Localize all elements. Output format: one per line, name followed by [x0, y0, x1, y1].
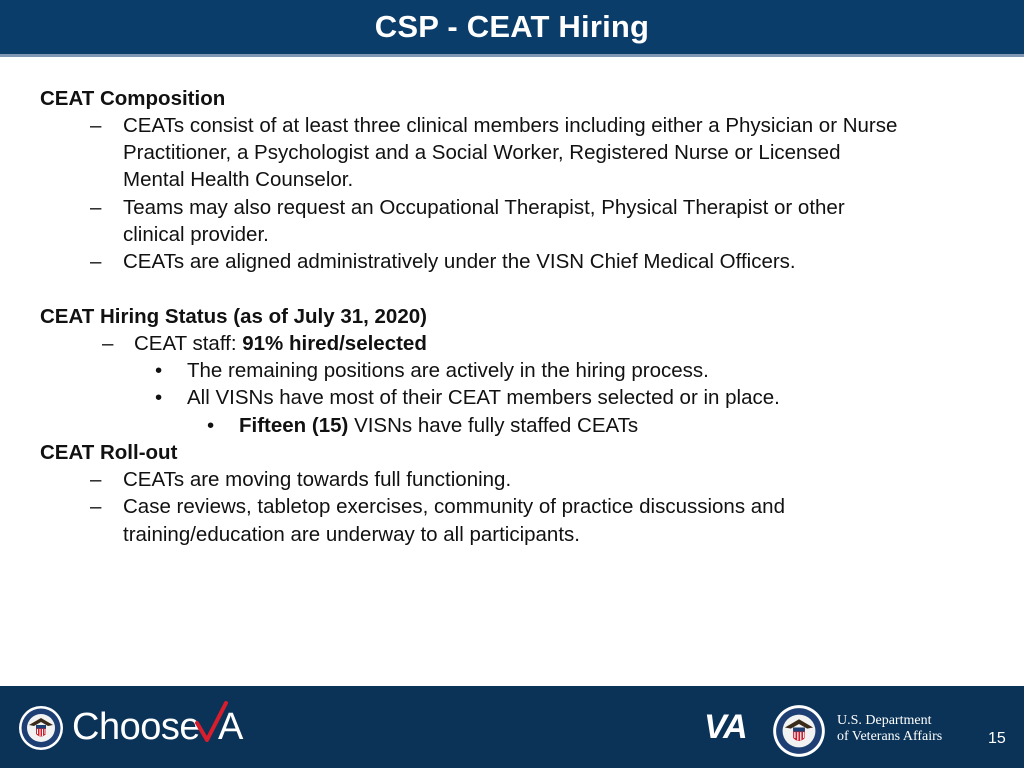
- dash-marker: –: [90, 495, 102, 518]
- hiring-sub-1: The remaining positions are actively in the hiring process.: [187, 359, 709, 382]
- bullet-marker: •: [207, 414, 215, 437]
- slide-title: CSP - CEAT Hiring: [374, 9, 650, 44]
- hiring-sub-sub: [239, 412, 638, 439]
- composition-bullet-1-line-2: Practitioner, a Psychologist and a Social Worker, Registered Nurse or Licensed: [123, 141, 841, 164]
- choose-va-logo: [72, 706, 200, 749]
- hiring-staff-line: [134, 330, 427, 357]
- department-line-2: of Veterans Affairs: [837, 729, 943, 744]
- va-wordmark: VA: [704, 708, 747, 746]
- dash-marker: –: [90, 196, 102, 219]
- composition-bullet-2-line-2: clinical provider.: [123, 223, 269, 246]
- fully-staffed-text: VISNs have fully staffed CEATs: [354, 414, 639, 437]
- dash-marker: –: [102, 332, 114, 355]
- rollout-bullet-2-line-2: training/education are underway to all participants.: [123, 523, 580, 546]
- choose-text: Choose: [72, 706, 200, 748]
- composition-bullet-1-line-3: Mental Health Counselor.: [123, 168, 354, 191]
- composition-bullet-2-line-1: Teams may also request an Occupational Therapist, Physical Therapist or other: [123, 196, 845, 219]
- choose-va-letter: A: [218, 706, 243, 748]
- fully-staffed-count: Fifteen (15): [239, 414, 349, 437]
- composition-heading: CEAT Composition: [40, 87, 226, 110]
- composition-bullet-3: CEATs are aligned administratively under the VISN Chief Medical Officers.: [123, 250, 796, 273]
- va-seal-icon: [18, 705, 64, 751]
- staff-label: CEAT staff:: [134, 332, 237, 355]
- hiring-sub-2: All VISNs have most of their CEAT members selected or in place.: [187, 386, 780, 409]
- rollout-heading: CEAT Roll-out: [40, 441, 178, 464]
- footer-bar: [0, 686, 1024, 768]
- dash-marker: –: [90, 468, 102, 491]
- bullet-marker: •: [155, 386, 163, 409]
- department-name: [837, 713, 942, 745]
- composition-bullet-1-line-1: CEATs consist of at least three clinical members including either a Physician or Nurse: [123, 114, 898, 137]
- page-number: 15: [988, 730, 1006, 747]
- rollout-bullet-2-line-1: Case reviews, tabletop exercises, community of practice discussions and: [123, 495, 785, 518]
- staff-value: 91% hired/selected: [242, 332, 427, 355]
- rollout-bullet-1: CEATs are moving towards full functioning.: [123, 468, 512, 491]
- hiring-status-heading: CEAT Hiring Status (as of July 31, 2020): [40, 305, 427, 328]
- dash-marker: –: [90, 250, 102, 273]
- department-line-1: U.S. Department: [837, 713, 932, 728]
- dash-marker: –: [90, 114, 102, 137]
- bullet-marker: •: [155, 359, 163, 382]
- va-seal-icon: [772, 704, 826, 758]
